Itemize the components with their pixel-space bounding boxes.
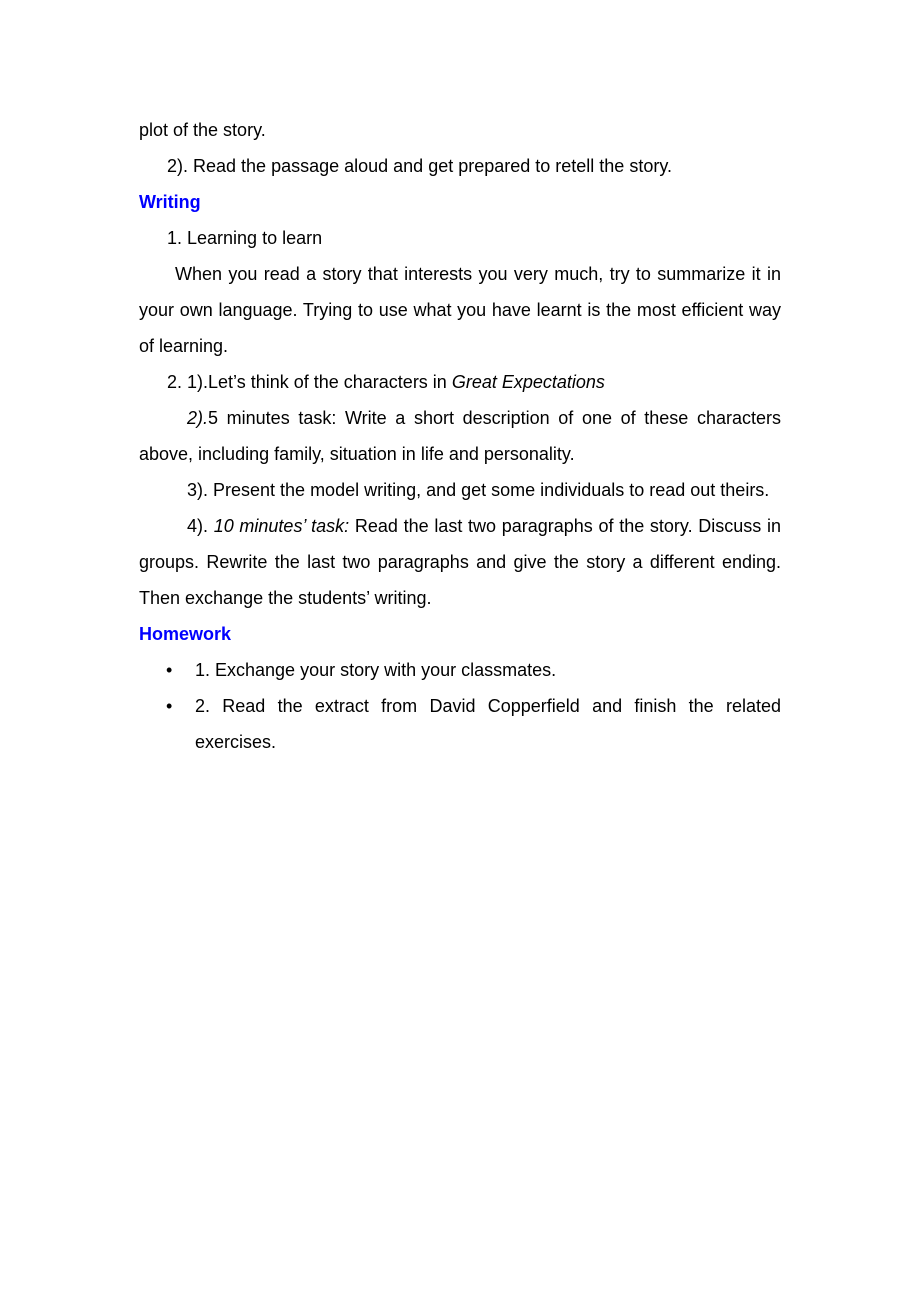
homework-item [139,652,781,688]
writing-task-2-text: 5 minutes task: Write a short description of one of these characters above, including family, situation in life and personality. [139,408,781,464]
writing-item-1: 1. Learning to learn [167,228,323,248]
homework-item-text: 2. Read the extract from David Copperfield and finish the related exercises. [195,696,781,752]
writing-task-2 [139,400,781,472]
writing-task-2-prefix: 2). [187,408,209,428]
homework-heading: Homework [139,624,232,644]
homework-item [139,688,781,760]
homework-item-text: 1. Exchange your story with your classmates. [195,660,557,680]
writing-task-4-italic: 10 minutes’ task: [213,516,350,536]
document-page [139,112,781,760]
writing-heading: Writing [139,192,201,212]
writing-task-4 [139,508,781,616]
book-title: Great Expectations [451,372,605,392]
writing-item-2 [139,364,781,400]
writing-task-4-prefix: 4). [187,516,214,536]
writing-task-4-text: Read the last two paragraphs of the story. Discuss in groups. Rewrite the last two paragraphs and give the story a different ending. Then exchange the students’ writing. [139,516,781,608]
learning-to-learn-paragraph: When you read a story that interests you very much, try to summarize it in your own language. Trying to use what you have learnt is the most efficient way of learning. [139,264,781,356]
writing-item-2-prefix: 2. 1).Let’s think of the characters in [167,372,452,392]
writing-task-3: 3). Present the model writing, and get some individuals to read out theirs. [187,480,770,500]
reading-continuation-line: plot of the story. [139,120,266,140]
bullet-icon: • [166,696,173,716]
reading-item-2: 2). Read the passage aloud and get prepared to retell the story. [167,156,672,176]
bullet-icon: • [166,660,173,680]
